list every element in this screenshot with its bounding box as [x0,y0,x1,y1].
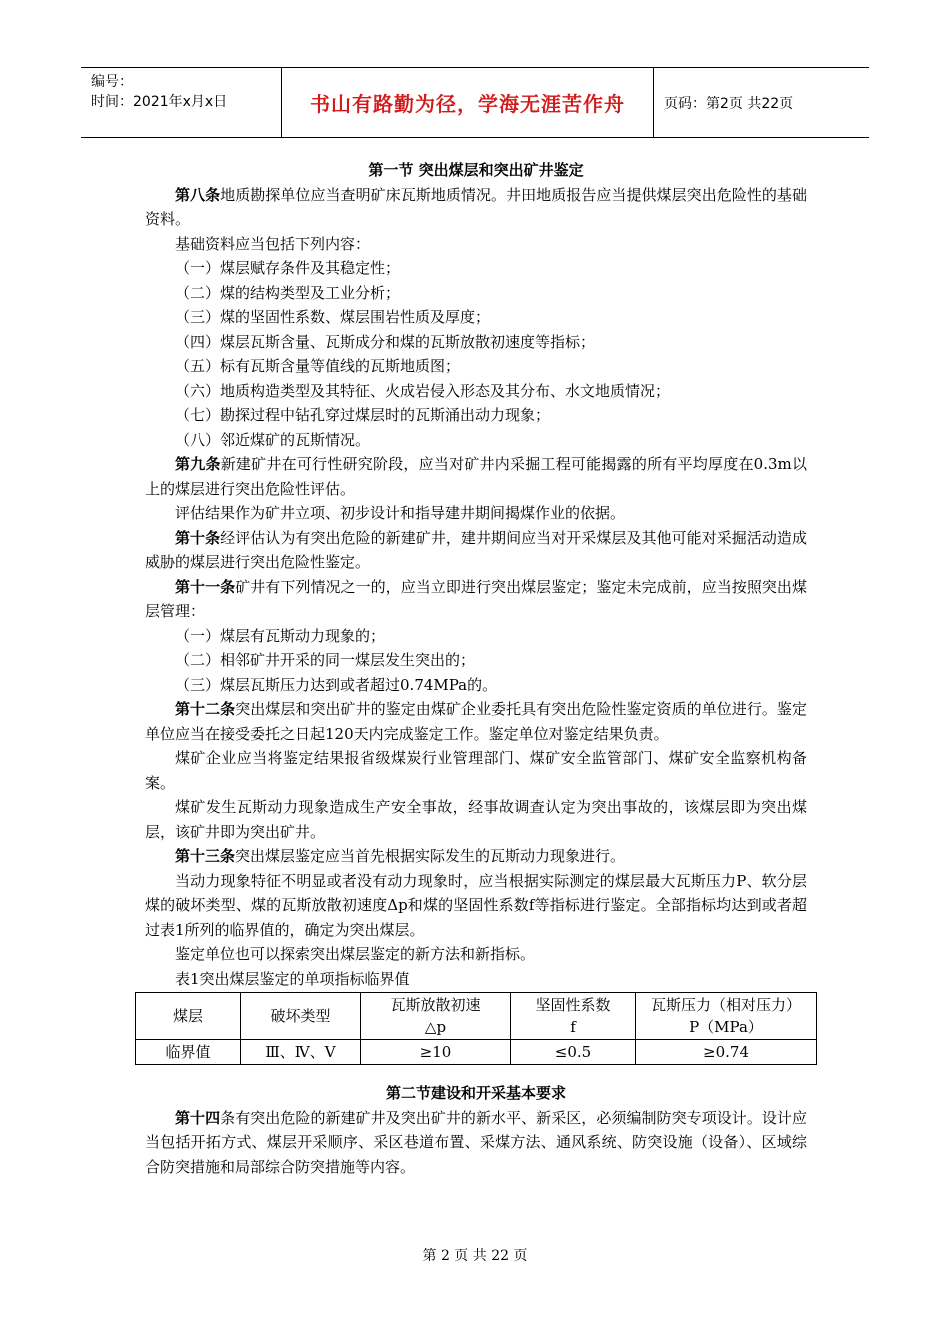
table-caption: 表1突出煤层鉴定的单项指标临界值 [175,969,410,988]
article-11-label: 第十一条 [175,577,236,596]
article-14 [145,1106,807,1180]
criteria-table-row [136,1040,817,1065]
article-10-label: 第十条 [175,528,221,547]
td-firmness: ≤0.5 [511,1040,636,1065]
th-gas-pressure [636,993,817,1040]
td-gas-pressure: ≥0.74 [636,1040,817,1065]
basic-item-7: （七）勘探过程中钻孔穿过煤层时的瓦斯涌出动力现象； [175,406,551,424]
td-critical: 临界值 [136,1040,241,1065]
page-info: 页码：第2页 共22页 [664,96,794,112]
basic-intro: 基础资料应当包括下列内容： [175,234,371,253]
article-9 [145,452,807,501]
article-11-text: 矿井有下列情况之一的，应当立即进行突出煤层鉴定；鉴定未完成前，应当按照突出煤层管理： [145,577,807,620]
header-page-cell [654,68,869,137]
basic-item-2: （二）煤的结构类型及工业分析； [175,283,401,302]
th-coal-seam: 煤层 [136,993,241,1040]
article-12-para-2: 煤矿企业应当将鉴定结果报省级煤炭行业管理部门、煤矿安全监管部门、煤矿安全监察机构备案。 [145,749,807,792]
article-11 [145,575,807,624]
article-9-para-2: 评估结果作为矿井立项、初步设计和指导建井期间揭煤作业的依据。 [175,504,626,522]
article-12 [145,697,807,746]
article-8 [145,183,807,232]
article-13-para-3: 鉴定单位也可以探索突出煤层鉴定的新方法和新指标。 [175,945,536,963]
date-label: 时间：2021年x月x日 [91,94,228,110]
article-13-para-2: 当动力现象特征不明显或者没有动力现象时，应当根据实际测定的煤层最大瓦斯压力P、软分层煤的破坏类型、煤的瓦斯放散初速度Δp和煤的坚固性系数f等指标进行鉴定。全部指标均达到或者超过表1所列的临界值的，确定为突出煤层。 [145,871,807,939]
article-12-para-3: 煤矿发生瓦斯动力现象造成生产安全事故，经事故调查认定为突出事故的，该煤层即为突出煤层，该矿井即为突出矿井。 [145,798,807,841]
header-meta [81,68,281,137]
page-header [81,67,869,138]
th-firmness [511,993,636,1040]
criteria-table-header-row [136,993,817,1040]
article-14-text: 条有突出危险的新建矿井及突出矿井的新水平、新采区，必须编制防突专项设计。设计应当包括开拓方式、煤层开采顺序、采区巷道布置、采煤方法、通风系统、防突设施（设备）、区域综合防突措施和局部综合防突措施等内容。 [145,1108,807,1176]
article-11-item-2: （二）相邻矿井开采的同一煤层发生突出的； [175,651,476,669]
article-14-label: 第十四 [175,1108,221,1127]
th-gas-emission-text: 瓦斯放散初速 △p [390,996,481,1036]
header-motto-cell [281,68,654,137]
number-label: 编号： [91,74,133,90]
td-gas-emission: ≥10 [361,1040,511,1065]
document-body [145,158,807,1179]
th-gas-emission [361,993,511,1040]
article-12-text: 突出煤层和突出矿井的鉴定由煤矿企业委托具有突出危险性鉴定资质的单位进行。鉴定单位应当在接受委托之日起120天内完成鉴定工作。鉴定单位对鉴定结果负责。 [145,700,807,743]
article-8-label: 第八条 [175,185,221,204]
basic-item-4: （四）煤层瓦斯含量、瓦斯成分和煤的瓦斯放散初速度等指标； [175,332,596,351]
th-gas-pressure-text: 瓦斯压力（相对压力） P（MPa） [650,996,801,1036]
article-11-item-1: （一）煤层有瓦斯动力现象的； [175,626,386,645]
article-11-item-3: （三）煤层瓦斯压力达到或者超过0.74MPa的。 [175,675,498,694]
th-firmness-text: 坚固性系数 f [535,996,611,1036]
page-footer: 第 2 页 共 22 页 [422,1248,528,1264]
section-2-title: 第二节建设和开采基本要求 [385,1084,566,1102]
criteria-table [135,992,817,1065]
basic-item-6: （六）地质构造类型及其特征、火成岩侵入形态及其分布、水文地质情况； [175,381,671,400]
td-damage-type: Ⅲ、Ⅳ、Ⅴ [241,1040,361,1065]
th-damage-type: 破坏类型 [241,993,361,1040]
basic-item-8: （八）邻近煤矿的瓦斯情况。 [175,430,371,449]
article-10 [145,526,807,575]
basic-item-5: （五）标有瓦斯含量等值线的瓦斯地质图； [175,357,461,375]
article-13-text: 突出煤层鉴定应当首先根据实际发生的瓦斯动力现象进行。 [235,847,626,865]
basic-item-1: （一）煤层赋存条件及其稳定性； [175,259,401,277]
section-1-title: 第一节 突出煤层和突出矿井鉴定 [368,161,584,179]
article-13-label: 第十三条 [175,847,236,865]
motto: 书山有路勤为径，学海无涯苦作舟 [310,92,625,116]
article-13 [145,844,807,869]
article-10-text: 经评估认为有突出危险的新建矿井，建井期间应当对开采煤层及其他可能对采掘活动造成威胁的煤层进行突出危险性鉴定。 [145,528,807,571]
article-9-text: 新建矿井在可行性研究阶段，应当对矿井内采掘工程可能揭露的所有平均厚度在0.3m以上的煤层进行突出危险性评估。 [145,455,807,498]
basic-item-3: （三）煤的坚固性系数、煤层围岩性质及厚度； [175,308,491,326]
article-8-text: 地质勘探单位应当查明矿床瓦斯地质情况。井田地质报告应当提供煤层突出危险性的基础资料。 [145,185,807,228]
article-9-label: 第九条 [175,455,221,473]
article-12-label: 第十二条 [175,700,236,718]
